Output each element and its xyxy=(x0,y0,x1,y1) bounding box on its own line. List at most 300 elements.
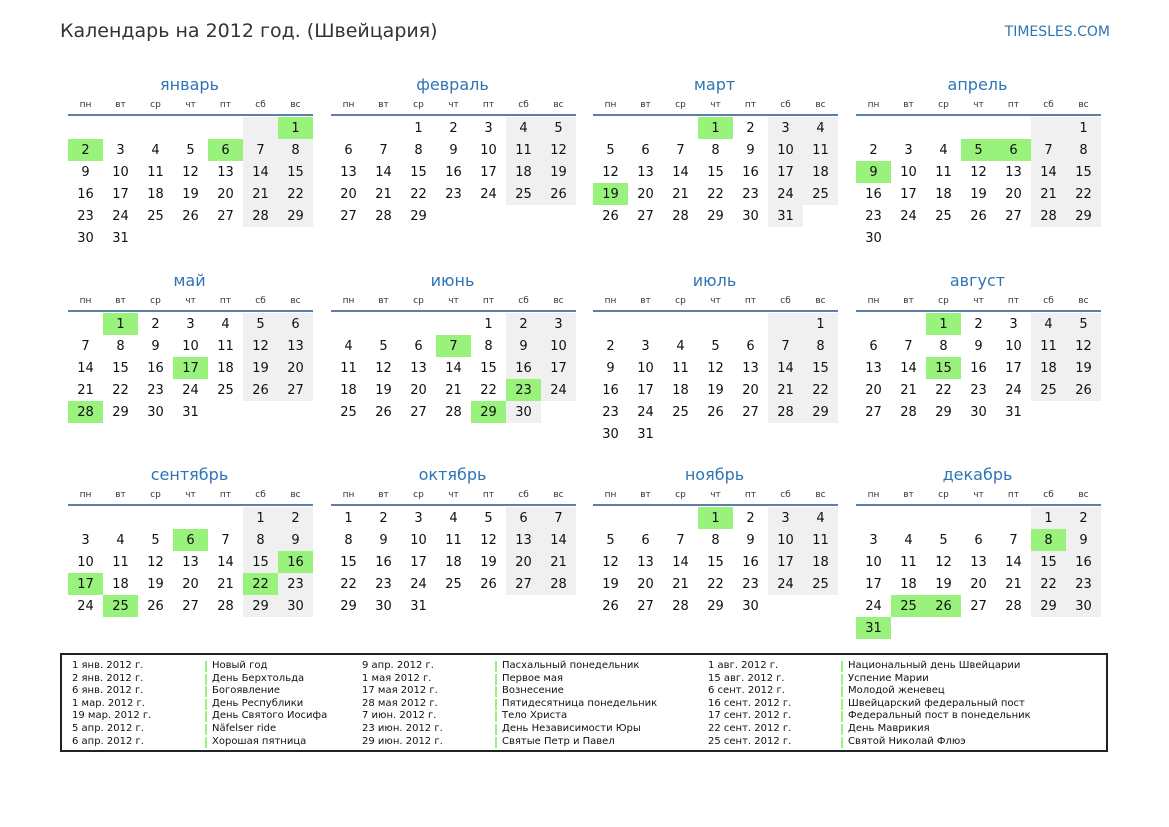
empty-day-cell xyxy=(628,313,663,335)
month-calendar xyxy=(331,74,576,227)
day-cell: 6 xyxy=(746,338,755,354)
day-cell: 29 xyxy=(112,404,129,420)
empty-day-cell xyxy=(733,313,768,335)
day-cell: 31 xyxy=(768,205,803,227)
month-name: декабрь xyxy=(942,465,1013,484)
empty-day-cell xyxy=(663,117,698,139)
empty-day-cell xyxy=(891,507,926,529)
legend-date: 6 янв. 2012 г. xyxy=(72,685,144,697)
day-cell: 16 xyxy=(602,382,619,398)
day-cell: 22 xyxy=(410,186,427,202)
day-cell: 8 xyxy=(414,142,423,158)
month-name: май xyxy=(173,271,206,290)
weekday-label: чт xyxy=(710,100,721,110)
day-cell: 13 xyxy=(637,554,654,570)
day-cell: 12 xyxy=(182,164,199,180)
day-grid xyxy=(68,313,313,423)
legend-holiday-name: Näfelser ride xyxy=(212,722,277,734)
empty-day-cell xyxy=(366,117,401,139)
day-grid xyxy=(856,117,1101,249)
day-cell: 12 xyxy=(243,335,278,357)
day-cell: 16 xyxy=(77,186,94,202)
legend-row xyxy=(362,673,657,686)
weekday-label: вс xyxy=(553,490,564,500)
day-cell: 25 xyxy=(891,595,926,617)
legend-date: 19 мар. 2012 г. xyxy=(72,710,152,722)
empty-day-cell xyxy=(103,507,138,529)
day-cell: 20 xyxy=(340,186,357,202)
day-cell: 7 xyxy=(81,338,90,354)
day-cell: 15 xyxy=(243,551,278,573)
day-cell: 28 xyxy=(445,404,462,420)
day-grid xyxy=(856,313,1101,423)
day-cell: 4 xyxy=(803,117,838,139)
day-cell: 23 xyxy=(445,186,462,202)
weekday-label: чт xyxy=(185,490,196,500)
legend-date: 5 апр. 2012 г. xyxy=(72,722,144,734)
legend-date: 17 сент. 2012 г. xyxy=(708,710,792,722)
day-cell: 14 xyxy=(768,357,803,379)
day-cell: 8 xyxy=(116,338,125,354)
weekday-label: пт xyxy=(1007,490,1020,500)
empty-day-cell xyxy=(1031,117,1066,139)
holiday-marker-icon xyxy=(841,674,843,685)
holiday-marker-icon xyxy=(841,711,843,722)
day-cell: 24 xyxy=(900,208,917,224)
day-cell: 7 xyxy=(676,142,685,158)
day-cell: 26 xyxy=(243,379,278,401)
day-cell: 22 xyxy=(707,576,724,592)
day-cell: 16 xyxy=(147,360,164,376)
weekday-label: вт xyxy=(903,296,914,306)
holiday-marker-icon xyxy=(205,661,207,672)
weekday-label: вс xyxy=(1078,490,1089,500)
weekday-label: вт xyxy=(378,296,389,306)
day-cell: 29 xyxy=(1031,595,1066,617)
weekday-label: чт xyxy=(973,296,984,306)
weekday-label: вт xyxy=(640,296,651,306)
day-cell: 9 xyxy=(449,142,458,158)
day-cell: 26 xyxy=(970,208,987,224)
month-calendar xyxy=(331,270,576,423)
holiday-marker-icon xyxy=(495,724,497,735)
day-cell: 2 xyxy=(151,316,160,332)
holiday-legend xyxy=(60,653,1108,752)
day-cell: 22 xyxy=(935,382,952,398)
day-cell: 14 xyxy=(445,360,462,376)
day-cell: 9 xyxy=(606,360,615,376)
day-cell: 15 xyxy=(112,360,129,376)
weekday-label: вс xyxy=(815,100,826,110)
legend-holiday-name: Успение Марии xyxy=(848,672,929,684)
weekday-label: пт xyxy=(482,296,495,306)
weekday-label: ср xyxy=(938,296,949,306)
weekday-label: вс xyxy=(290,296,301,306)
day-cell: 2 xyxy=(974,316,983,332)
day-cell: 13 xyxy=(637,164,654,180)
holiday-marker-icon xyxy=(205,737,207,748)
day-cell: 12 xyxy=(541,139,576,161)
day-cell: 29 xyxy=(935,404,952,420)
weekday-label: пт xyxy=(744,490,757,500)
holiday-marker-icon xyxy=(841,686,843,697)
day-cell: 22 xyxy=(1066,183,1101,205)
day-cell: 29 xyxy=(410,208,427,224)
holiday-marker-icon xyxy=(495,699,497,710)
day-cell: 11 xyxy=(112,554,129,570)
day-cell: 24 xyxy=(768,573,803,595)
day-cell: 29 xyxy=(803,401,838,423)
weekday-label: сб xyxy=(780,490,791,500)
weekday-label: пн xyxy=(79,490,92,500)
day-cell: 1 xyxy=(803,313,838,335)
day-cell: 26 xyxy=(602,598,619,614)
day-cell: 30 xyxy=(970,404,987,420)
day-cell: 28 xyxy=(672,598,689,614)
day-cell: 24 xyxy=(1005,382,1022,398)
day-grid xyxy=(593,117,838,227)
day-cell: 16 xyxy=(445,164,462,180)
day-cell: 24 xyxy=(410,576,427,592)
day-cell: 8 xyxy=(939,338,948,354)
day-cell: 14 xyxy=(1005,554,1022,570)
day-cell: 3 xyxy=(81,532,90,548)
weekday-label: чт xyxy=(185,296,196,306)
day-cell: 1 xyxy=(484,316,493,332)
day-cell: 3 xyxy=(541,313,576,335)
legend-date: 28 мая 2012 г. xyxy=(362,697,438,709)
day-grid xyxy=(856,507,1101,639)
day-cell: 20 xyxy=(217,186,234,202)
month-name: ноябрь xyxy=(684,465,745,484)
day-cell: 20 xyxy=(278,357,313,379)
day-cell: 11 xyxy=(217,338,234,354)
weekday-header xyxy=(593,486,838,506)
legend-holiday-name: Федеральный пост в понедельник xyxy=(848,710,1031,722)
day-cell: 5 xyxy=(484,510,493,526)
day-cell: 14 xyxy=(77,360,94,376)
day-cell: 7 xyxy=(379,142,388,158)
day-cell: 4 xyxy=(904,532,913,548)
day-cell: 2 xyxy=(746,120,755,136)
day-cell: 14 xyxy=(217,554,234,570)
day-cell: 13 xyxy=(970,554,987,570)
empty-day-cell xyxy=(891,313,926,335)
weekday-label: вт xyxy=(115,490,126,500)
empty-day-cell xyxy=(208,507,243,529)
month-name: март xyxy=(693,75,736,94)
legend-date: 16 сент. 2012 г. xyxy=(708,697,792,709)
day-cell: 22 xyxy=(243,573,278,595)
legend-row xyxy=(708,660,1031,673)
legend-holiday-name: Вознесение xyxy=(502,685,564,697)
day-cell: 16 xyxy=(375,554,392,570)
day-cell: 17 xyxy=(865,576,882,592)
day-cell: 1 xyxy=(698,507,733,529)
legend-row xyxy=(72,698,327,711)
holiday-marker-icon xyxy=(495,686,497,697)
day-cell: 15 xyxy=(1066,161,1101,183)
month-calendar xyxy=(856,74,1101,249)
weekday-label: вт xyxy=(115,100,126,110)
day-cell: 23 xyxy=(742,186,759,202)
day-cell: 13 xyxy=(410,360,427,376)
day-cell: 9 xyxy=(1066,529,1101,551)
day-cell: 25 xyxy=(803,183,838,205)
day-cell: 8 xyxy=(278,139,313,161)
day-cell: 18 xyxy=(112,576,129,592)
day-cell: 27 xyxy=(182,598,199,614)
legend-holiday-name: День Святого Иосифа xyxy=(212,710,328,722)
day-cell: 1 xyxy=(103,313,138,335)
day-cell: 22 xyxy=(340,576,357,592)
legend-holiday-name: День Независимости Юры xyxy=(502,722,641,734)
day-cell: 5 xyxy=(961,139,996,161)
weekday-label: вс xyxy=(290,490,301,500)
day-cell: 20 xyxy=(182,576,199,592)
empty-day-cell xyxy=(663,507,698,529)
day-cell: 1 xyxy=(1066,117,1101,139)
day-grid xyxy=(331,313,576,423)
day-cell: 30 xyxy=(602,426,619,442)
day-cell: 17 xyxy=(112,186,129,202)
day-cell: 3 xyxy=(869,532,878,548)
legend-date: 6 сент. 2012 г. xyxy=(708,685,785,697)
holiday-marker-icon xyxy=(841,737,843,748)
day-cell: 27 xyxy=(1005,208,1022,224)
weekday-label: вт xyxy=(903,490,914,500)
day-cell: 7 xyxy=(541,507,576,529)
day-cell: 18 xyxy=(445,554,462,570)
day-cell: 9 xyxy=(278,529,313,551)
holiday-marker-icon xyxy=(205,686,207,697)
day-cell: 10 xyxy=(112,164,129,180)
day-cell: 19 xyxy=(375,382,392,398)
day-cell: 19 xyxy=(147,576,164,592)
weekday-label: пн xyxy=(342,296,355,306)
legend-row xyxy=(362,710,657,723)
day-cell: 25 xyxy=(445,576,462,592)
day-cell: 8 xyxy=(344,532,353,548)
empty-day-cell xyxy=(593,117,628,139)
day-cell: 11 xyxy=(340,360,357,376)
day-cell: 26 xyxy=(1066,379,1101,401)
day-cell: 7 xyxy=(1009,532,1018,548)
day-cell: 18 xyxy=(803,161,838,183)
day-cell: 11 xyxy=(900,554,917,570)
legend-row xyxy=(708,673,1031,686)
day-cell: 30 xyxy=(147,404,164,420)
day-cell: 26 xyxy=(602,208,619,224)
day-cell: 21 xyxy=(77,382,94,398)
day-cell: 11 xyxy=(506,139,541,161)
day-cell: 28 xyxy=(1005,598,1022,614)
legend-date: 22 сент. 2012 г. xyxy=(708,722,792,734)
empty-day-cell xyxy=(173,117,208,139)
weekday-label: сб xyxy=(1043,490,1054,500)
empty-day-cell xyxy=(331,313,366,335)
weekday-header xyxy=(856,96,1101,116)
day-cell: 24 xyxy=(768,183,803,205)
legend-date: 2 янв. 2012 г. xyxy=(72,672,144,684)
legend-holiday-name: Богоявление xyxy=(212,685,280,697)
day-cell: 9 xyxy=(746,142,755,158)
day-cell: 16 xyxy=(506,357,541,379)
day-cell: 25 xyxy=(672,404,689,420)
legend-date: 1 мар. 2012 г. xyxy=(72,697,145,709)
legend-date: 1 авг. 2012 г. xyxy=(708,660,779,671)
day-cell: 12 xyxy=(602,164,619,180)
day-cell: 2 xyxy=(278,507,313,529)
day-cell: 11 xyxy=(445,532,462,548)
empty-day-cell xyxy=(243,117,278,139)
empty-day-cell xyxy=(138,117,173,139)
day-cell: 7 xyxy=(1031,139,1066,161)
site-link[interactable]: TIMESLES.COM xyxy=(1004,24,1110,40)
legend-column xyxy=(708,660,1031,748)
holiday-marker-icon xyxy=(841,699,843,710)
day-cell: 16 xyxy=(1066,551,1101,573)
day-cell: 17 xyxy=(173,357,208,379)
day-cell: 30 xyxy=(375,598,392,614)
day-cell: 19 xyxy=(243,357,278,379)
day-cell: 28 xyxy=(375,208,392,224)
legend-holiday-name: День Берхтольда xyxy=(212,672,305,684)
day-cell: 28 xyxy=(68,401,103,423)
weekday-label: пт xyxy=(219,296,232,306)
day-cell: 17 xyxy=(68,573,103,595)
day-cell: 28 xyxy=(541,573,576,595)
day-cell: 10 xyxy=(768,139,803,161)
legend-holiday-name: День Республики xyxy=(212,697,304,709)
day-cell: 12 xyxy=(375,360,392,376)
legend-row xyxy=(708,710,1031,723)
day-cell: 21 xyxy=(445,382,462,398)
day-cell: 25 xyxy=(103,595,138,617)
weekday-label: чт xyxy=(448,296,459,306)
day-cell: 18 xyxy=(217,360,234,376)
day-cell: 3 xyxy=(116,142,125,158)
day-cell: 16 xyxy=(865,186,882,202)
day-cell: 11 xyxy=(1031,335,1066,357)
day-cell: 19 xyxy=(182,186,199,202)
weekday-label: ср xyxy=(413,490,424,500)
month-calendar xyxy=(593,270,838,445)
day-cell: 21 xyxy=(900,382,917,398)
day-cell: 11 xyxy=(672,360,689,376)
day-cell: 5 xyxy=(711,338,720,354)
day-cell: 10 xyxy=(77,554,94,570)
day-cell: 27 xyxy=(410,404,427,420)
weekday-label: сб xyxy=(518,490,529,500)
legend-column xyxy=(72,660,327,748)
day-cell: 28 xyxy=(900,404,917,420)
holiday-marker-icon xyxy=(205,699,207,710)
day-cell: 5 xyxy=(151,532,160,548)
day-cell: 29 xyxy=(243,595,278,617)
day-cell: 28 xyxy=(243,205,278,227)
legend-date: 1 мая 2012 г. xyxy=(362,672,432,684)
day-cell: 19 xyxy=(480,554,497,570)
day-cell: 8 xyxy=(1066,139,1101,161)
weekday-label: ср xyxy=(675,490,686,500)
weekday-label: пн xyxy=(342,490,355,500)
day-cell: 21 xyxy=(375,186,392,202)
empty-day-cell xyxy=(698,313,733,335)
weekday-label: пн xyxy=(604,296,617,306)
weekday-label: чт xyxy=(185,100,196,110)
weekday-label: вт xyxy=(903,100,914,110)
day-cell: 23 xyxy=(77,208,94,224)
day-cell: 27 xyxy=(970,598,987,614)
day-cell: 7 xyxy=(436,335,471,357)
day-cell: 9 xyxy=(506,335,541,357)
day-cell: 5 xyxy=(1066,313,1101,335)
legend-date: 9 апр. 2012 г. xyxy=(362,660,434,671)
weekday-label: вс xyxy=(1078,100,1089,110)
weekday-label: сб xyxy=(518,296,529,306)
day-grid xyxy=(593,507,838,617)
empty-day-cell xyxy=(401,313,436,335)
day-cell: 21 xyxy=(672,576,689,592)
day-cell: 15 xyxy=(480,360,497,376)
day-cell: 29 xyxy=(471,401,506,423)
day-cell: 18 xyxy=(803,551,838,573)
day-cell: 27 xyxy=(637,208,654,224)
weekday-label: чт xyxy=(448,490,459,500)
day-cell: 11 xyxy=(803,139,838,161)
day-cell: 19 xyxy=(593,183,628,205)
day-cell: 12 xyxy=(935,554,952,570)
day-cell: 26 xyxy=(480,576,497,592)
day-cell: 5 xyxy=(243,313,278,335)
weekday-label: сб xyxy=(255,296,266,306)
day-cell: 21 xyxy=(217,576,234,592)
day-cell: 21 xyxy=(243,183,278,205)
weekday-label: ср xyxy=(150,490,161,500)
day-cell: 4 xyxy=(151,142,160,158)
weekday-label: вс xyxy=(815,490,826,500)
weekday-label: сб xyxy=(780,100,791,110)
empty-day-cell xyxy=(173,507,208,529)
day-cell: 15 xyxy=(410,164,427,180)
weekday-header xyxy=(68,486,313,506)
day-cell: 22 xyxy=(112,382,129,398)
day-cell: 20 xyxy=(506,551,541,573)
day-cell: 1 xyxy=(344,510,353,526)
weekday-label: сб xyxy=(780,296,791,306)
day-cell: 13 xyxy=(1005,164,1022,180)
day-cell: 22 xyxy=(480,382,497,398)
empty-day-cell xyxy=(593,507,628,529)
empty-day-cell xyxy=(856,313,891,335)
weekday-label: чт xyxy=(448,100,459,110)
day-cell: 1 xyxy=(698,117,733,139)
day-cell: 13 xyxy=(506,529,541,551)
empty-day-cell xyxy=(103,117,138,139)
legend-row xyxy=(362,736,657,749)
page-title: Календарь на 2012 год. (Швейцария) xyxy=(60,20,438,42)
day-cell: 3 xyxy=(1009,316,1018,332)
weekday-label: пн xyxy=(867,296,880,306)
day-cell: 20 xyxy=(1005,186,1022,202)
day-cell: 2 xyxy=(1066,507,1101,529)
weekday-label: вт xyxy=(640,490,651,500)
day-cell: 8 xyxy=(803,335,838,357)
day-cell: 13 xyxy=(742,360,759,376)
weekday-label: ср xyxy=(150,296,161,306)
day-cell: 19 xyxy=(602,576,619,592)
